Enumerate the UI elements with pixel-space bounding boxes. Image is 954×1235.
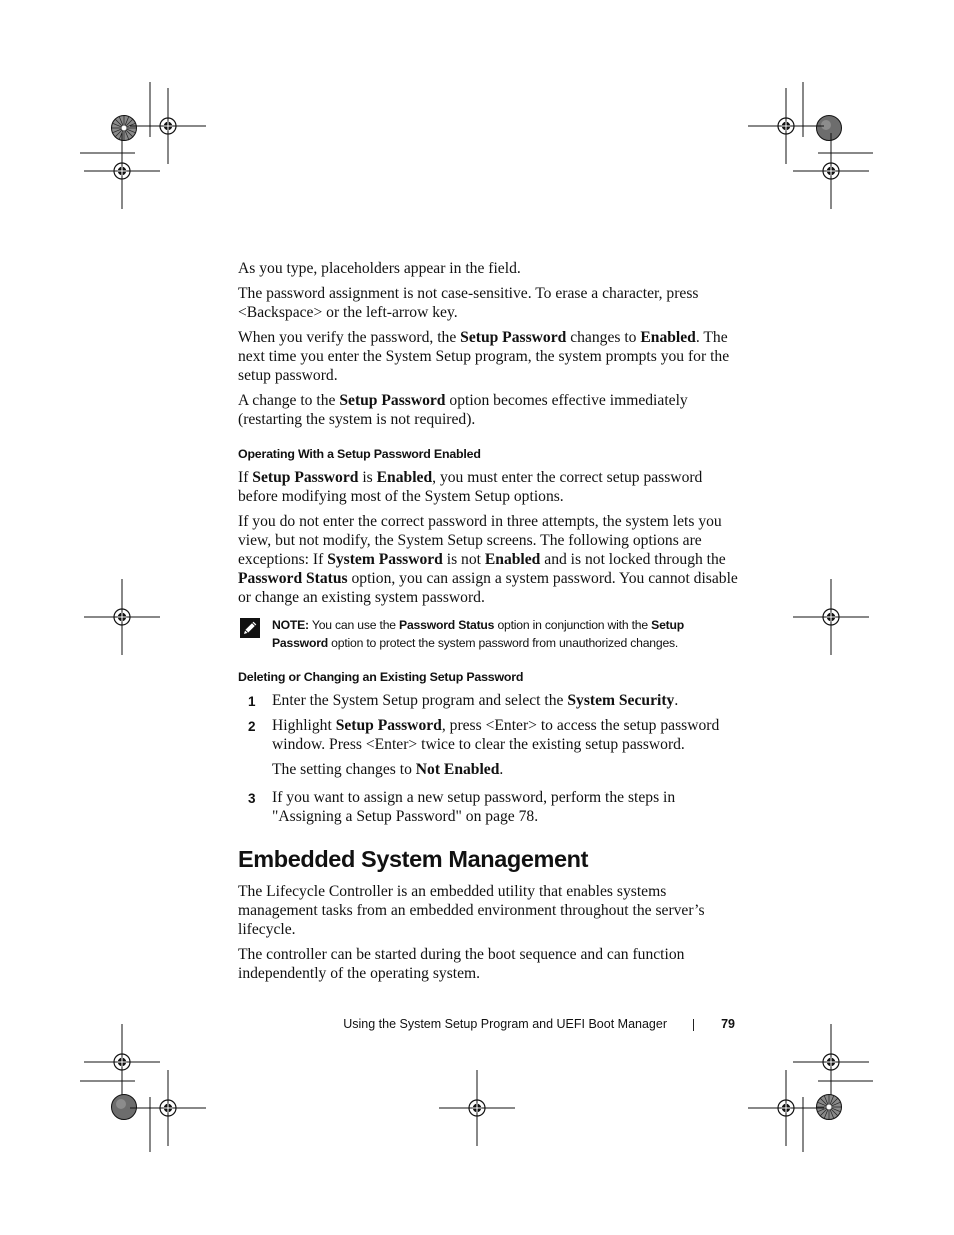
registration-crosshair-mark [130, 88, 206, 164]
registration-crosshair-mark [84, 1024, 160, 1100]
steps-list [238, 691, 738, 826]
step-number: 3 [248, 791, 256, 806]
registration-crosshair-mark [439, 1070, 515, 1146]
registration-star-mark [112, 116, 137, 141]
page-footer [238, 1015, 735, 1035]
list-item: 3 If you want to assign a new setup password, perform the steps in "Assigning a Setup Password" on page 78. [248, 789, 676, 825]
paragraph-change-effective: A change to the Setup Password option becomes effective immediately (restarting the system is not required). [238, 392, 688, 428]
list-item: 1 Enter the System Setup program and select the System Security. [248, 692, 679, 709]
registration-crosshair-mark [84, 133, 160, 209]
heading-deleting-or-changing-setup-password: Deleting or Changing an Existing Setup Password [238, 670, 524, 684]
heading-operating-with-setup-password: Operating With a Setup Password Enabled [238, 447, 481, 461]
registration-crosshair-mark [84, 579, 160, 655]
page-content [238, 259, 738, 989]
footer-separator [693, 1019, 694, 1031]
step-number: 1 [248, 694, 256, 709]
list-item: 2 Highlight Setup Password, press <Enter> to access the setup password window. Press <Enter> twice to clear the existing setup password. The setting changes to Not Enabled. [238, 716, 738, 779]
paragraph-lifecycle-controller: The Lifecycle Controller is an embedded utility that enables systems management tasks from an embedded environment throughout the server’s lifecycle. [238, 883, 705, 938]
paragraph-three-attempts: If you do not enter the correct password in three attempts, the system lets you view, but not modify, the System Setup screens. The following options are exceptions: If System Password is not Enabled and is not locked through the Password Status option, you can assign a system password. You cannot disable or change an existing system password. [238, 513, 738, 606]
heading-embedded-system-management: Embedded System Management [238, 846, 589, 872]
note-label: NOTE: [272, 618, 309, 632]
registration-crosshair-mark [793, 579, 869, 655]
registration-crosshair-mark [748, 88, 824, 164]
paragraph-controller-boot: The controller can be started during the boot sequence and can function independently of the operating system. [238, 946, 685, 982]
registration-crosshair-mark [130, 1070, 206, 1146]
paragraph-case-sensitive: The password assignment is not case-sensitive. To erase a character, press <Backspace> or the left-arrow key. [238, 285, 699, 321]
step-number: 2 [248, 719, 256, 734]
running-title: Using the System Setup Program and UEFI Boot Manager [343, 1017, 667, 1031]
registration-dot-mark [817, 116, 842, 141]
note-pencil-icon [240, 618, 260, 638]
paragraph-verify: When you verify the password, the Setup Password changes to Enabled. The next time you enter the System Setup program, the system prompts you for the setup password. [238, 329, 730, 384]
registration-crosshair-mark [793, 1024, 869, 1100]
page-number: 79 [721, 1017, 735, 1031]
registration-star-mark [817, 1095, 842, 1120]
note-callout: NOTE: You can use the Password Status option in conjunction with the Setup Password option to protect the system password from unauthorized changes. [238, 616, 738, 652]
step-result: The setting changes to Not Enabled. [272, 761, 504, 778]
registration-crosshair-mark [748, 1070, 824, 1146]
paragraph-setup-password-enabled: If Setup Password is Enabled, you must enter the correct setup password before modifying most of the System Setup options. [238, 469, 703, 505]
registration-crosshair-mark [793, 133, 869, 209]
registration-dot-mark [112, 1095, 137, 1120]
paragraph-placeholders: As you type, placeholders appear in the field. [238, 260, 521, 277]
